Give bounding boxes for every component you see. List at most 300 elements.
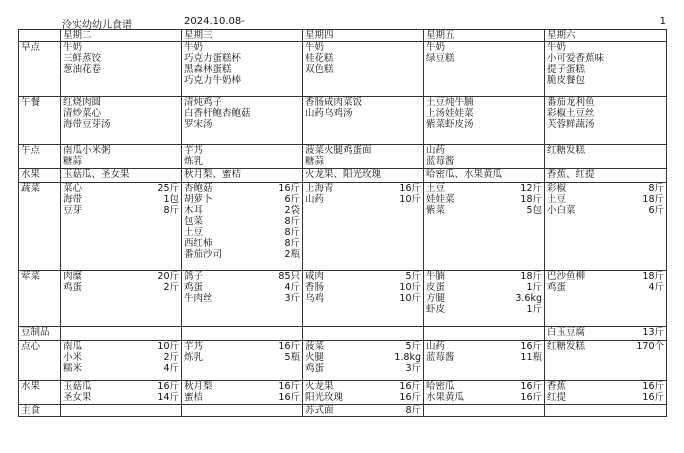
dish-name: 香蕉、红提: [547, 169, 595, 180]
ingredient-quantity: 16斤: [520, 392, 542, 403]
ingredient-quantity: 16斤: [278, 183, 300, 194]
menu-cell: [424, 97, 545, 145]
ingredient-name: 胡萝卜: [184, 194, 213, 205]
ingredient-quantity: 20斤: [157, 271, 179, 282]
ingredient-quantity: 16斤: [520, 341, 542, 352]
menu-item: [305, 97, 421, 108]
dish-name: 糖蒜: [63, 156, 83, 167]
menu-row: [19, 42, 667, 97]
menu-item: [305, 169, 421, 180]
menu-item: [184, 392, 300, 403]
category-label: 主食: [19, 405, 61, 417]
menu-item: [184, 271, 300, 282]
menu-item: [184, 216, 300, 227]
dish-name: 三鲜蒸饺: [63, 53, 102, 64]
menu-item: [426, 53, 542, 64]
menu-item: [184, 238, 300, 249]
menu-item: [426, 381, 542, 392]
menu-cell: [303, 169, 424, 183]
menu-row: [19, 97, 667, 145]
menu-item: [426, 205, 542, 216]
ingredient-name: 红提: [547, 392, 567, 403]
dish-name: 牛奶: [305, 42, 325, 53]
ingredient-quantity: 6斤: [648, 205, 664, 216]
menu-item: [184, 75, 300, 86]
ingredient-name: 小米: [63, 352, 83, 363]
menu-item: [547, 42, 664, 53]
menu-cell: [61, 271, 182, 327]
ingredient-quantity: 16斤: [278, 341, 300, 352]
menu-item: [184, 145, 300, 156]
ingredient-quantity: 10斤: [157, 341, 179, 352]
ingredient-name: 土豆: [426, 183, 446, 194]
menu-cell: [303, 145, 424, 169]
menu-item: [305, 64, 421, 75]
menu-item: [63, 352, 179, 363]
dish-name: 芋艿: [184, 145, 204, 156]
menu-cell: [61, 97, 182, 145]
ingredient-quantity: 1.8kg: [394, 352, 421, 363]
menu-item: [184, 205, 300, 216]
dish-name: 红烧肉圆: [63, 97, 102, 108]
menu-item: [547, 392, 664, 403]
ingredient-quantity: 12斤: [520, 183, 542, 194]
ingredient-name: 乌鸡: [305, 293, 325, 304]
menu-row: [19, 145, 667, 169]
category-label: 点心: [19, 341, 61, 381]
ingredient-name: 方腿: [426, 293, 446, 304]
ingredient-name: 土豆: [184, 227, 204, 238]
ingredient-name: 山药: [426, 341, 446, 352]
menu-cell: [424, 183, 545, 271]
dish-name: 山药乌鸡汤: [305, 108, 353, 119]
category-label: 荤菜: [19, 271, 61, 327]
menu-item: [426, 108, 542, 119]
menu-item: [547, 194, 664, 205]
dish-name: 清炖鸡子: [184, 97, 223, 108]
ingredient-name: 彩椒: [547, 183, 567, 194]
menu-cell: [545, 405, 667, 417]
menu-cell: [182, 145, 303, 169]
category-label: 水果: [19, 169, 61, 183]
menu-item: [305, 352, 421, 363]
menu-cell: [182, 97, 303, 145]
menu-cell: [303, 42, 424, 97]
dish-name: 双色糕: [305, 64, 334, 75]
menu-cell: [424, 341, 545, 381]
menu-cell: [182, 341, 303, 381]
ingredient-name: 芋艿: [184, 341, 204, 352]
ingredient-quantity: 10斤: [399, 194, 421, 205]
menu-cell: [303, 327, 424, 341]
menu-item: [305, 194, 421, 205]
ingredient-name: 火腿: [305, 352, 325, 363]
menu-item: [426, 352, 542, 363]
ingredient-name: 红糖发糕: [547, 341, 586, 352]
menu-cell: [303, 183, 424, 271]
day-header: 星期五: [424, 30, 545, 42]
ingredient-name: 鸡蛋: [305, 363, 325, 374]
category-label: 午点: [19, 145, 61, 169]
menu-item: [305, 381, 421, 392]
day-header: 星期二: [61, 30, 182, 42]
menu-item: [63, 108, 179, 119]
dish-name: 玉菇瓜、圣女果: [63, 169, 130, 180]
menu-item: [547, 205, 664, 216]
ingredient-quantity: 8斤: [284, 216, 300, 227]
ingredient-name: 糯米: [63, 363, 83, 374]
menu-item: [184, 282, 300, 293]
menu-item: [63, 205, 179, 216]
category-label: 早点: [19, 42, 61, 97]
ingredient-name: 娃娃菜: [426, 194, 455, 205]
menu-item: [184, 64, 300, 75]
menu-item: [426, 293, 542, 304]
menu-item: [305, 53, 421, 64]
menu-item: [305, 271, 421, 282]
menu-cell: [545, 169, 667, 183]
menu-item: [547, 97, 664, 108]
menu-item: [63, 392, 179, 403]
ingredient-quantity: 11瓶: [520, 352, 542, 363]
ingredient-quantity: 5斤: [405, 341, 421, 352]
dish-name: 炼乳: [184, 156, 204, 167]
menu-cell: [424, 327, 545, 341]
ingredient-quantity: 5瓶: [284, 352, 300, 363]
ingredient-quantity: 10斤: [399, 282, 421, 293]
menu-item: [426, 271, 542, 282]
menu-item: [426, 304, 542, 315]
ingredient-quantity: 14斤: [157, 392, 179, 403]
menu-row: [19, 169, 667, 183]
menu-item: [184, 156, 300, 167]
menu-item: [305, 341, 421, 352]
menu-row: [19, 341, 667, 381]
menu-item: [63, 341, 179, 352]
menu-item: [547, 119, 664, 130]
ingredient-quantity: 2斤: [163, 282, 179, 293]
ingredient-name: 山药: [305, 194, 325, 205]
dish-name: 上汤娃娃菜: [426, 108, 474, 119]
menu-cell: [182, 381, 303, 405]
ingredient-name: 牛腩: [426, 271, 446, 282]
category-label: 豆制品: [19, 327, 61, 341]
menu-item: [63, 156, 179, 167]
menu-item: [184, 341, 300, 352]
menu-item: [547, 75, 664, 86]
menu-cell: [424, 42, 545, 97]
ingredient-quantity: 16斤: [642, 392, 664, 403]
ingredient-quantity: 2瓶: [284, 249, 300, 260]
ingredient-quantity: 5包: [526, 205, 542, 216]
menu-cell: [182, 183, 303, 271]
ingredient-name: 圣女果: [63, 392, 92, 403]
dish-name: 桂花糕: [305, 53, 334, 64]
dish-name: 葱油花卷: [63, 64, 102, 75]
ingredient-quantity: 8斤: [405, 405, 421, 416]
ingredient-quantity: 16斤: [399, 392, 421, 403]
menu-cell: [545, 327, 667, 341]
menu-cell: [61, 405, 182, 417]
menu-cell: [424, 271, 545, 327]
day-header: 星期六: [545, 30, 667, 42]
menu-cell: [182, 405, 303, 417]
ingredient-quantity: 18斤: [642, 194, 664, 205]
menu-item: [305, 293, 421, 304]
menu-cell: [545, 97, 667, 145]
ingredient-quantity: 25斤: [157, 183, 179, 194]
ingredient-name: 番茄沙司: [184, 249, 223, 260]
category-label: 蔬菜: [19, 183, 61, 271]
menu-item: [547, 327, 664, 338]
dish-name: 罗宋汤: [184, 119, 213, 130]
menu-cell: [303, 405, 424, 417]
menu-item: [63, 183, 179, 194]
menu-title: 泠实幼幼儿食谱: [62, 20, 132, 31]
menu-item: [305, 183, 421, 194]
dish-name: 南瓜小米粥: [63, 145, 111, 156]
menu-item: [305, 282, 421, 293]
menu-cell: [545, 381, 667, 405]
ingredient-name: 杏鲍菇: [184, 183, 213, 194]
dish-name: 蓝莓酱: [426, 156, 455, 167]
dish-name: 绿豆糕: [426, 53, 455, 64]
ingredient-quantity: 2斤: [163, 352, 179, 363]
dish-name: 牛奶: [184, 42, 204, 53]
menu-cell: [61, 42, 182, 97]
menu-cell: [303, 271, 424, 327]
ingredient-quantity: 2袋: [284, 205, 300, 216]
ingredient-quantity: 1斤: [526, 282, 542, 293]
menu-item: [63, 381, 179, 392]
ingredient-quantity: 10斤: [399, 293, 421, 304]
menu-item: [305, 108, 421, 119]
ingredient-name: 虾皮: [426, 304, 446, 315]
menu-item: [63, 53, 179, 64]
dish-name: 小可爱香蕉味: [547, 53, 605, 64]
menu-cell: [545, 341, 667, 381]
menu-item: [547, 282, 664, 293]
menu-item: [426, 341, 542, 352]
ingredient-quantity: 18斤: [520, 271, 542, 282]
ingredient-name: 木耳: [184, 205, 204, 216]
menu-item: [426, 169, 542, 180]
ingredient-name: 水果黄瓜: [426, 392, 465, 403]
ingredient-quantity: 1包: [163, 194, 179, 205]
ingredient-name: 香蕉: [547, 381, 567, 392]
ingredient-name: 秋月梨: [184, 381, 213, 392]
menu-cell: [303, 381, 424, 405]
dish-name: 提子蛋糕: [547, 64, 586, 75]
dish-name: 山药: [426, 145, 446, 156]
menu-row: [19, 271, 667, 327]
ingredient-quantity: 16斤: [278, 381, 300, 392]
ingredient-name: 哈密瓜: [426, 381, 455, 392]
menu-item: [184, 227, 300, 238]
ingredient-quantity: 16斤: [399, 381, 421, 392]
dish-name: 黑森林蛋糕: [184, 64, 232, 75]
menu-cell: [424, 169, 545, 183]
dish-name: 紫菜虾皮汤: [426, 119, 474, 130]
menu-cell: [61, 183, 182, 271]
ingredient-name: 炼乳: [184, 352, 204, 363]
dish-name: 脆皮餐包: [547, 75, 586, 86]
menu-item: [547, 53, 664, 64]
ingredient-quantity: 170个: [636, 341, 664, 352]
menu-item: [184, 381, 300, 392]
ingredient-name: 肉糜: [63, 271, 83, 282]
day-header-row: [19, 30, 667, 42]
menu-item: [426, 156, 542, 167]
ingredient-quantity: 8斤: [648, 183, 664, 194]
menu-item: [184, 293, 300, 304]
menu-item: [426, 194, 542, 205]
menu-item: [184, 352, 300, 363]
dish-name: 哈密瓜、水果黄瓜: [426, 169, 503, 180]
ingredient-name: 玉菇瓜: [63, 381, 92, 392]
dish-name: 牛奶: [426, 42, 446, 53]
menu-item: [547, 381, 664, 392]
ingredient-quantity: 16斤: [278, 392, 300, 403]
ingredient-name: 海带: [63, 194, 83, 205]
corner-cell: [19, 30, 61, 42]
menu-item: [63, 64, 179, 75]
ingredient-name: 咸肉: [305, 271, 325, 282]
page-number: 1: [659, 16, 666, 27]
menu-row: [19, 327, 667, 341]
ingredient-quantity: 16斤: [520, 381, 542, 392]
dish-name: 牛奶: [547, 42, 567, 53]
menu-row: [19, 381, 667, 405]
menu-item: [63, 145, 179, 156]
menu-cell: [182, 327, 303, 341]
dish-name: 巧克力牛奶棒: [184, 75, 242, 86]
ingredient-quantity: 85只: [278, 271, 300, 282]
menu-item: [305, 156, 421, 167]
menu-item: [426, 97, 542, 108]
ingredient-name: 鸽子: [184, 271, 204, 282]
menu-item: [63, 119, 179, 130]
menu-row: [19, 405, 667, 417]
menu-cell: [545, 183, 667, 271]
menu-item: [63, 282, 179, 293]
menu-item: [305, 405, 421, 416]
dish-name: 巧克力蛋糕杯: [184, 53, 242, 64]
menu-item: [184, 119, 300, 130]
menu-item: [305, 42, 421, 53]
menu-cell: [61, 327, 182, 341]
ingredient-name: 南瓜: [63, 341, 83, 352]
menu-cell: [545, 271, 667, 327]
menu-cell: [182, 42, 303, 97]
ingredient-quantity: 6斤: [284, 194, 300, 205]
weekly-menu-table: [18, 29, 667, 417]
page-header: [62, 16, 666, 29]
ingredient-quantity: 3.6kg: [515, 293, 542, 304]
dish-name: 糖蒜: [305, 156, 325, 167]
menu-item: [63, 42, 179, 53]
ingredient-name: 牛肉丝: [184, 293, 213, 304]
ingredient-quantity: 4斤: [163, 363, 179, 374]
menu-cell: [182, 271, 303, 327]
menu-item: [184, 53, 300, 64]
menu-row: [19, 183, 667, 271]
menu-item: [547, 145, 664, 156]
ingredient-name: 包菜: [184, 216, 204, 227]
menu-cell: [61, 341, 182, 381]
menu-cell: [303, 97, 424, 145]
menu-item: [63, 169, 179, 180]
menu-item: [184, 183, 300, 194]
dish-name: 芙蓉鲜蔬汤: [547, 119, 595, 130]
menu-item: [426, 145, 542, 156]
dish-name: 火龙果、阳光玫瑰: [305, 169, 382, 180]
menu-item: [184, 108, 300, 119]
ingredient-name: 阳光玫瑰: [305, 392, 344, 403]
ingredient-quantity: 4斤: [284, 282, 300, 293]
menu-item: [184, 194, 300, 205]
menu-item: [305, 363, 421, 374]
menu-item: [426, 183, 542, 194]
ingredient-name: 鸡蛋: [63, 282, 83, 293]
menu-item: [63, 363, 179, 374]
dish-name: 牛奶: [63, 42, 83, 53]
category-label: 午餐: [19, 97, 61, 145]
ingredient-quantity: 4斤: [648, 282, 664, 293]
ingredient-quantity: 3斤: [284, 293, 300, 304]
menu-item: [63, 271, 179, 282]
menu-cell: [182, 169, 303, 183]
menu-item: [184, 249, 300, 260]
menu-item: [184, 169, 300, 180]
menu-cell: [424, 405, 545, 417]
dish-name: 白香杆鲍杏鲍菇: [184, 108, 251, 119]
ingredient-name: 香肠: [305, 282, 325, 293]
menu-item: [547, 108, 664, 119]
menu-cell: [424, 381, 545, 405]
ingredient-name: 苏式面: [305, 405, 334, 416]
ingredient-name: 白玉豆腐: [547, 327, 586, 338]
menu-item: [184, 97, 300, 108]
dish-name: 香肠咸肉菜饭: [305, 97, 363, 108]
ingredient-quantity: 8斤: [284, 227, 300, 238]
menu-item: [426, 392, 542, 403]
menu-cell: [545, 42, 667, 97]
ingredient-quantity: 8斤: [284, 238, 300, 249]
menu-item: [547, 169, 664, 180]
ingredient-quantity: 5斤: [405, 271, 421, 282]
ingredient-name: 菜心: [63, 183, 83, 194]
ingredient-name: 火龙果: [305, 381, 334, 392]
ingredient-name: 紫菜: [426, 205, 446, 216]
ingredient-quantity: 16斤: [642, 381, 664, 392]
menu-cell: [424, 145, 545, 169]
category-label: 水果: [19, 381, 61, 405]
menu-item: [547, 271, 664, 282]
dish-name: 海带豆芽汤: [63, 119, 111, 130]
ingredient-quantity: 1斤: [526, 304, 542, 315]
ingredient-name: 豆芽: [63, 205, 83, 216]
menu-item: [426, 119, 542, 130]
day-header: 星期三: [182, 30, 303, 42]
menu-item: [426, 282, 542, 293]
ingredient-name: 鸡蛋: [547, 282, 567, 293]
menu-item: [426, 42, 542, 53]
ingredient-quantity: 18斤: [642, 271, 664, 282]
dish-name: 红糖发糕: [547, 145, 586, 156]
menu-item: [63, 97, 179, 108]
ingredient-quantity: 8斤: [163, 205, 179, 216]
